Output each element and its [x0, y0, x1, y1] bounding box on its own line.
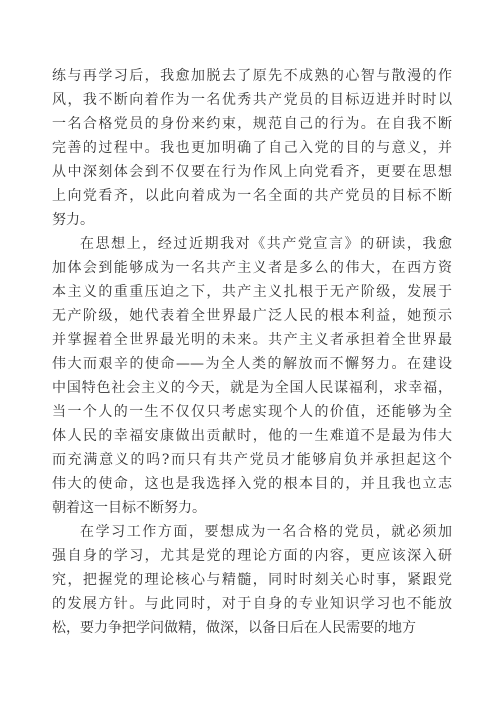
paragraph — [52, 232, 452, 520]
text-line: 加体会到能够成为一名共产主义者是多么的伟大，在西方资 — [52, 260, 452, 276]
text-line: 风，我不断向着作为一名优秀共产党员的目标迈进并时时以 — [52, 92, 452, 108]
text-line: 究，把握党的理论核心与精髓，同时时刻关心时事，紧跟党 — [52, 572, 452, 588]
text-line: 在学习工作方面，要想成为一名合格的党员，就必须加 — [80, 524, 452, 540]
text-line: 伟大的使命，这也是我选择入党的根本目的，并且我也立志 — [52, 476, 452, 492]
text-line: 中国特色社会主义的今天，就是为全国人民谋福利，求幸福， — [52, 380, 452, 396]
text-line: 而充满意义的吗?而只有共产党员才能够肩负并承担起这个 — [52, 452, 452, 468]
text-line: 强自身的学习，尤其是党的理论方面的内容，更应该深入研 — [52, 548, 452, 564]
text-line: 当一个人的一生不仅仅只考虑实现个人的价值，还能够为全 — [52, 404, 452, 420]
text-line: 的发展方针。与此同时，对于自身的专业知识学习也不能放 — [52, 596, 452, 612]
text-line: 努力。 — [52, 212, 94, 228]
paragraph — [52, 520, 452, 640]
paragraph — [52, 64, 452, 232]
text-line: 松，要力争把学问做精，做深，以备日后在人民需要的地方 — [52, 620, 416, 636]
document-body — [52, 64, 452, 640]
text-line: 从中深刻体会到不仅要在行为作风上向党看齐，更要在思想 — [52, 164, 452, 180]
text-line: 上向党看齐，以此向着成为一名全面的共产党员的目标不断 — [52, 188, 452, 204]
text-line: 一名合格党员的身份来约束，规范自己的行为。在自我不断 — [52, 116, 452, 132]
text-line: 本主义的重重压迫之下，共产主义扎根于无产阶级，发展于 — [52, 284, 452, 300]
text-line: 朝着这一目标不断努力。 — [52, 500, 206, 516]
text-line: 练与再学习后，我愈加脱去了原先不成熟的心智与散漫的作 — [52, 68, 452, 84]
text-line: 体人民的幸福安康做出贡献时，他的一生难道不是最为伟大 — [52, 428, 452, 444]
text-line: 伟大而艰辛的使命——为全人类的解放而不懈努力。在建设 — [52, 356, 452, 372]
text-line: 并掌握着全世界最光明的未来。共产主义者承担着全世界最 — [52, 332, 452, 348]
text-line: 在思想上，经过近期我对《共产党宣言》的研读，我愈 — [80, 236, 452, 252]
text-line: 无产阶级，她代表着全世界最广泛人民的根本利益，她预示 — [52, 308, 452, 324]
text-line: 完善的过程中。我也更加明确了自己入党的目的与意义，并 — [52, 140, 452, 156]
